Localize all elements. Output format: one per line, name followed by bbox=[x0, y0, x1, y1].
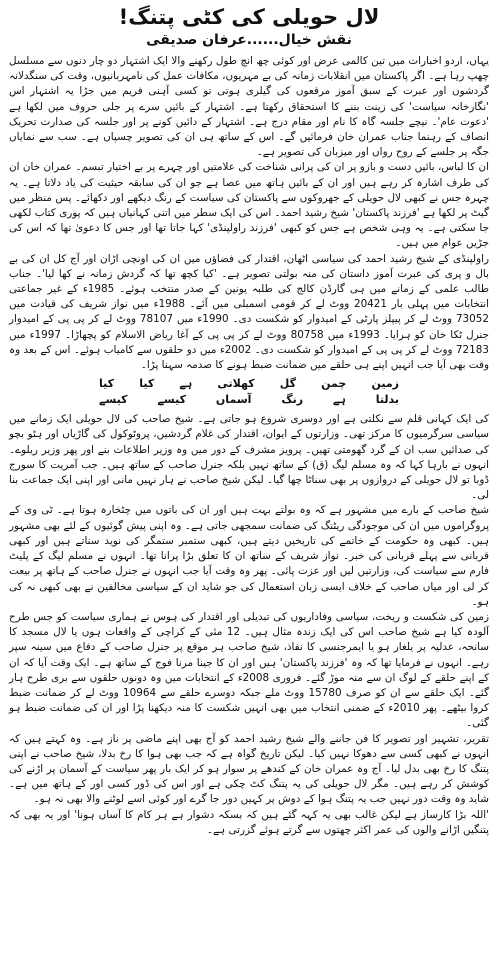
article-paragraph: کی ایک کہانی قلم سے نکلتی ہے اور دوسری شروع ہو جاتی ہے۔ شیخ صاحب کی لال حویلی ایک زمانے میں سیاسی سرگرمیوں کا مرکز تھی۔ وزارتوں کے ایوان، اقتدار کی غلام گردشیں، پروٹوکول کی گاڑیاں اور ہٹو بچو کی صدائیں سب ان کے گرد گھومتی تھیں۔ پرویز مشرف کے دور میں وہ وزیر اطلاعات بنے اور پھر وزیر ریلوے۔ انہوں نے بارہا کہا کہ وہ مسلم لیگ (ق) کے ساتھ نہیں بلکہ جنرل صاحب کے ساتھ ہیں۔ جب آمریت کا سورج ڈوبا تو لال حویلی کے دروازوں پر بھی سناٹا چھا گیا۔ لیکن شیخ صاحب نے ہار نہیں مانی اور اپنی ایک جماعت بنا لی۔ bbox=[9, 413, 489, 502]
poem-word: چمن bbox=[321, 377, 347, 391]
article-paragraph: راولپنڈی کے شیخ رشید احمد کی سیاسی اٹھان، اقتدار کی فضاؤں میں ان کی اونچی اڑان اور آج کل ان کی بے بال و پری کی عبرت آموز داستان کی منہ بولتی تصویر ہے۔ 'کیا کچھ تھا کہ گردش زمانہ نے کھا لیا'۔ جناب طالب علمی کے زمانے میں ہی گارڈن کالج کی طلبہ یونین کے صدر منتخب ہوئے۔ 1985ء کے غیر جماعتی انتخابات میں پہلی بار 20421 ووٹ لے کر قومی اسمبلی میں آئے۔ 1988ء میں نواز شریف کی قیادت میں 73052 ووٹ لے کر پیپلز پارٹی کے امیدوار کو شکست دی۔ 1990ء میں 78107 ووٹ لے کر پی پی کے امیدوار جنرل ٹکا خان کو ہرایا۔ 1993ء میں 80758 ووٹ لے کر پی پی کے آغا ریاض الاسلام کو پچھاڑا۔ 1997ء میں 72183 ووٹ لے کر پی پی کے امیدوار کو شکست دی۔ 2002ء میں دو حلقوں سے کامیاب ہوئے۔ اس کے بعد وہ وقت بھی آیا جب انہیں اپنے ہی حلقے میں ضمانت ضبط ہونے کا صدمہ سہنا پڑا۔ bbox=[9, 252, 490, 372]
article-closing-quote: 'اللہ بڑا کارساز ہے لیکن غالب بھی یہ کہہ گئے ہیں کہ بسکہ دشوار ہے ہر کام کا آساں ہونا' اور یہ بھی کہ پتنگیں اڑانے والوں کی عمر اکثر چھتوں سے گرتے ہوئے گزرتی ہے۔ bbox=[9, 808, 489, 836]
article-paragraph: تقریر، تشہیر اور تصویر کا فن جاننے والے شیخ رشید احمد کو آج بھی اپنے ماضی پر ناز ہے۔ وہ کہتے ہیں کہ انہوں نے کبھی کسی سے دھوکا نہیں کیا۔ لیکن تاریخ گواہ ہے کہ جب بھی ہوا کا رخ بدلا، شیخ صاحب نے اپنی پتنگ کا رخ بھی بدل لیا۔ آج وہ عمران خان کے کندھے پر سوار ہو کر ایک بار پھر سیاست کے آسمان پر اڑنے کی کوشش کر رہے ہیں۔ مگر لال حویلی کی یہ پتنگ کٹ چکی ہے اور اس کی ڈور کسی اور کے ہاتھ میں ہے۔ شاید وہ وقت دور نہیں جب یہ پتنگ ہوا کے دوش پر کہیں دور جا گرے اور کوئی اسے لوٹنے والا بھی نہ ہو۔ bbox=[9, 732, 489, 806]
article-paragraph: شیخ صاحب کے بارے میں مشہور ہے کہ وہ بولتے بہت ہیں اور ان کی باتوں میں چٹخارہ ہوتا ہے۔ ٹی وی کے پروگراموں میں ان کی موجودگی ریٹنگ کی ضمانت سمجھی جاتی ہے۔ وہ اپنی پیش گوئیوں کے لئے بھی مشہور ہیں۔ کبھی وہ حکومت کے خاتمے کی تاریخیں دیتے ہیں، کبھی ستمبر ستمگر کی نوید سناتے ہیں اور کبھی قربانی سے پہلے قربانی کی خبر۔ نواز شریف کے ساتھ ان کا تعلق بڑا پرانا تھا۔ انہوں نے مسلم لیگ کے پلیٹ فارم سے سیاست کی، وزارتیں لیں اور عزت پائی۔ پھر وہ وقت آیا جب انہوں نے جنرل صاحب کے ہاتھ پر بیعت کر لی اور میاں صاحب کے خلاف ایسی زبان استعمال کی جو شاید ان کے سیاسی مخالفین نے بھی کبھی نہ کی ہو۔ bbox=[9, 504, 489, 608]
poem-word: کیسے bbox=[99, 393, 128, 407]
article-paragraph: یہاں، اردو اخبارات میں تین کالمی عرض اور کوئی چھ انچ طول رکھنے والا ایک اشتہار دو چار دنوں سے مسلسل چھپ رہا ہے۔ اگر پاکستان میں انقلابات زمانہ کی بے مہریوں، مکافات عمل کی نامہربانیوں، وقت کی سنگدلانہ گردشوں اور عبرت کے سبق آموز مرقعوں کی گیلری ہوتی تو کسی آہنی فریم میں جڑا یہ اشتہار اس 'نگارخانہ سیاست' کی زینت بننے کا استحقاق رکھتا ہے۔ اشتہار کے بائیں سرے پر جلی حروف میں لکھا ہے 'دعوت عام'۔ نیچے جلسہ گاہ کا نام اور مقام درج ہے۔ اشتہار کے دائیں کونے پر اور جلسہ کی صدارت تحریک انصاف کے رہنما جناب عمران خان فرمائیں گے۔ اس کے ساتھ ہی ان کی تصویر چسپاں ہے۔ سب سے نمایاں جگہ پر جلسے کے روح رواں اور میزبان کی تصویر ہے۔ bbox=[9, 55, 489, 159]
poem-word: رنگ bbox=[281, 393, 304, 407]
article-title: لال حویلی کی کٹی پتنگ! bbox=[118, 5, 380, 29]
article-paragraph: زمین کی شکست و ریخت، سیاسی وفاداریوں کی تبدیلی اور اقتدار کی ہوس نے ہماری سیاست کو جس طرح آلودہ کیا ہے شیخ صاحب اس کی ایک زندہ مثال ہیں۔ 12 مئی کے کراچی کے واقعات ہوں یا لال مسجد کا سانحہ، عدلیہ پر یلغار ہو یا ایمرجنسی کا نفاذ، شیخ صاحب ہر موقع پر جنرل صاحب کے دفاع میں سینہ سپر رہے۔ انہوں نے فرمایا تھا کہ وہ 'فرزند پاکستان' ہیں اور ان کا جینا مرنا فوج کے ساتھ ہے۔ ایک وقت آیا کہ ان کے اپنے حلقے کے لوگ ان سے منہ موڑ گئے۔ فروری 2008ء کے انتخابات میں وہ دونوں حلقوں سے بری طرح ہار گئے۔ ایک حلقے سے ان کو صرف 15780 ووٹ ملے جبکہ دوسرے حلقے سے 10964 ووٹ لے کر ضمانت ضبط کروا بیٹھے۔ پھر 2010ء کے ضمنی انتخاب میں بھی انہیں شکست کا منہ دیکھنا پڑا اور ان کی ضمانت ضبط ہو گئی۔ bbox=[9, 610, 490, 730]
article-byline: نقش خیال......عرفان صدیقی bbox=[146, 32, 352, 48]
article-paragraph: ان کا لباس، بائیں دست و بازو پر ان کی پرانی شناخت کی علامتیں اور چہرے پر بے اختیار تبسم۔ عمران خان ان کی طرف اشارہ کر رہے ہیں اور ان کے بائیں ہاتھ میں عصا ہے جو ان کی سابقہ حیثیت کی یاد دلاتا ہے۔ یہ چہرہ جس نے کبھی لال حویلی کے جھروکوں سے پاکستان کی سیاست کے رنگ دیکھے اور دکھائے۔ پس منظر میں گیٹ پر لکھا ہے 'فرزند پاکستان' شیخ رشید احمد۔ اس کی ایک سطر میں اتنی کہانیاں ہیں کہ پوری کتاب لکھی جا سکتی ہے۔ یہ وہی شخص ہے جس کو کبھی 'فرزند راولپنڈی' کہا جاتا تھا اور جس کا دعویٰ تھا کہ اس کی جڑیں عوام میں ہیں۔ bbox=[9, 161, 489, 250]
poem-word: کیا bbox=[99, 377, 115, 391]
poem-word: زمین bbox=[371, 377, 399, 391]
poem-word: کیا bbox=[139, 377, 155, 391]
poem-verse bbox=[99, 376, 399, 392]
poem-word: ہے bbox=[332, 393, 346, 407]
poem-word: ہے bbox=[179, 377, 193, 391]
poem-verse bbox=[99, 392, 399, 408]
poem-word: کیسے bbox=[157, 393, 187, 407]
poem-word: کھلاتی bbox=[217, 377, 255, 391]
poem-word: بدلتا bbox=[375, 393, 399, 407]
poem-couplet bbox=[99, 376, 399, 408]
poem-word: آسماں bbox=[215, 393, 252, 407]
poem-word: گل bbox=[279, 377, 296, 391]
